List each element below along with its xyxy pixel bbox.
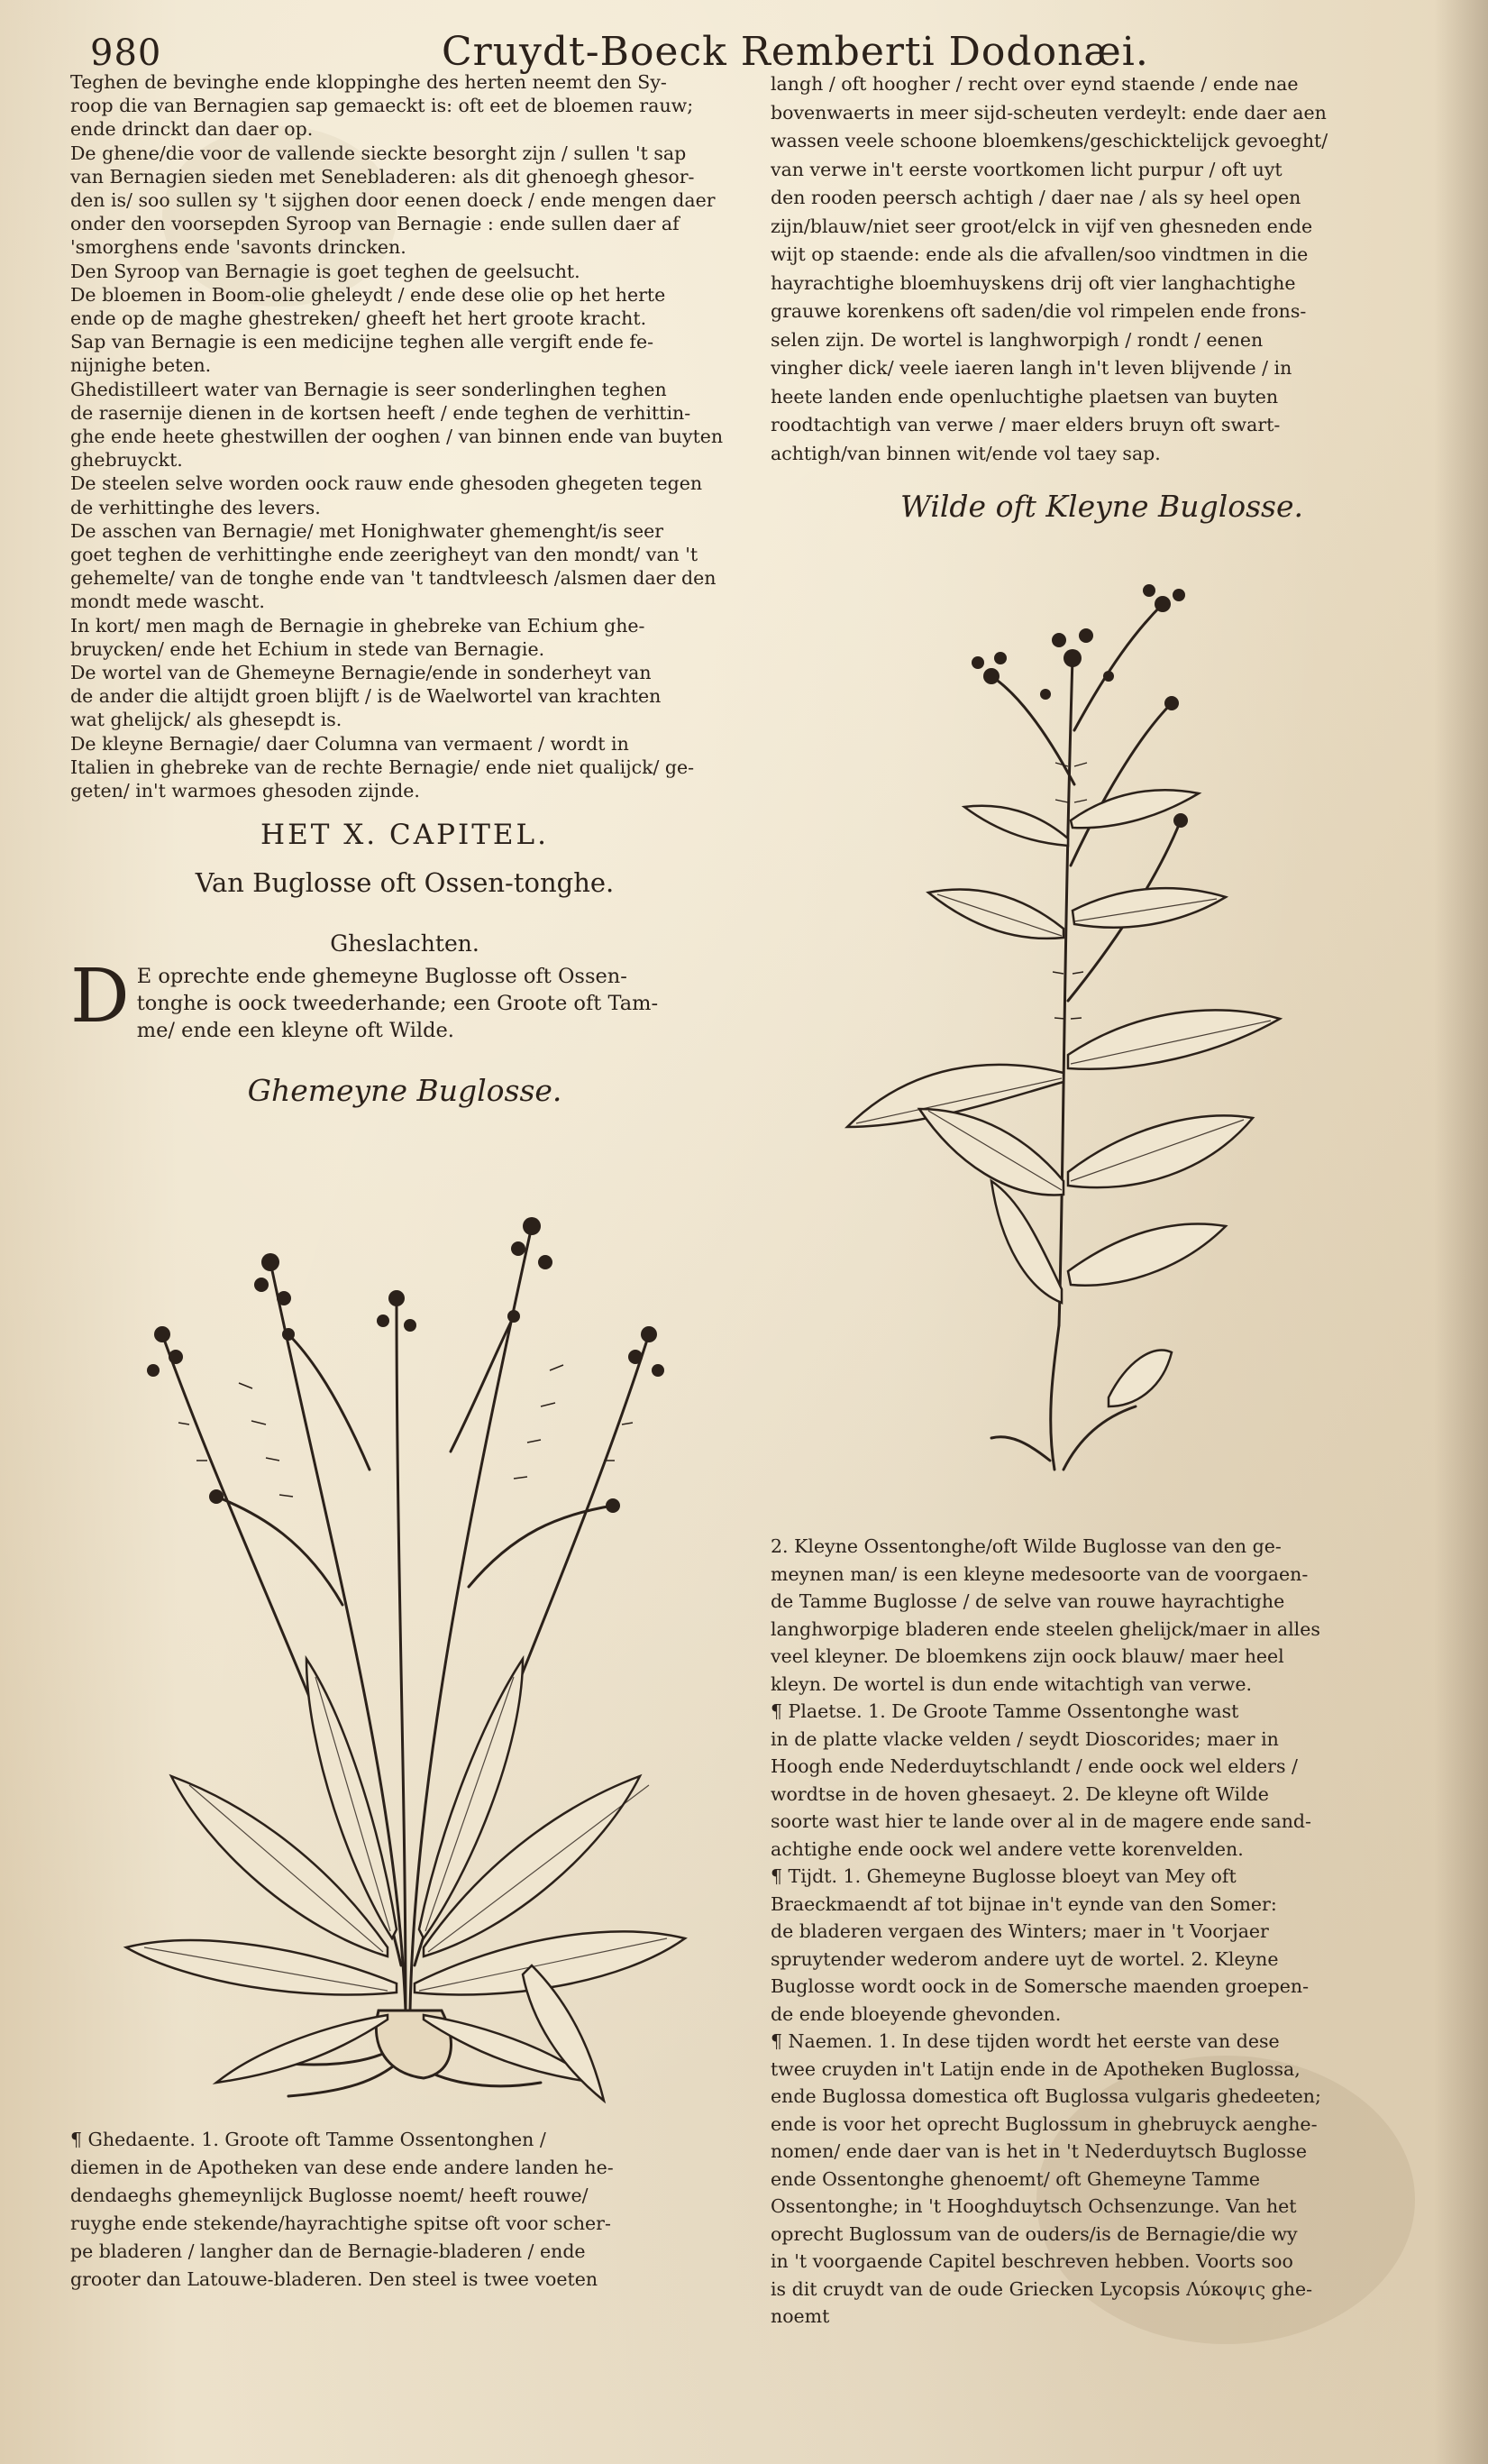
text-line: de ende bloeyende ghevonden. bbox=[771, 2002, 1062, 2025]
text-line: vingher dick/ veele iaeren langh in't leven blijvende / in bbox=[771, 357, 1292, 379]
text-line: De asschen van Bernagie/ met Honighwater ghemenght/is seer bbox=[70, 519, 664, 542]
text-line: dendaeghs ghemeynlijck Buglosse noemt/ heeft rouwe/ bbox=[70, 2185, 589, 2206]
text-line: wat ghelijck/ als ghesepdt is. bbox=[70, 709, 342, 731]
figure-caption-left: Ghemeyne Buglosse. bbox=[247, 1073, 562, 1108]
text-line: hayrachtighe bloemhuyskens drij oft vier langhachtighe bbox=[771, 271, 1296, 294]
text-line: Braeckmaendt af tot bijnae in't eynde van den Somer: bbox=[771, 1892, 1277, 1915]
text-line: de bladeren vergaen des Winters; maer in 't Voorjaer bbox=[771, 1920, 1269, 1942]
text-line: ende drinckt dan daer op. bbox=[70, 118, 314, 141]
text-line: van Bernagien sieden met Senebladeren: als dit ghenoegh ghesor- bbox=[70, 165, 695, 188]
text-line: Den Syroop van Bernagie is goet teghen de geelsucht. bbox=[70, 260, 580, 282]
text-line: spruytender wederom andere uyt de wortel. 2. Kleyne bbox=[771, 1947, 1279, 1970]
chapter-intro bbox=[70, 954, 739, 1044]
drop-cap: D bbox=[70, 954, 130, 1040]
text-line: roop die van Bernagien sap gemaeckt is: oft eet de bloemen rauw; bbox=[70, 95, 694, 117]
text-line: noemt bbox=[771, 2305, 830, 2327]
text-line: ende op de maghe ghestreken/ gheeft het hert groote kracht. bbox=[70, 307, 647, 330]
text-line: achtigh/van binnen wit/ende vol taey sap. bbox=[771, 442, 1161, 464]
text-line: ghe ende heete ghestwillen der ooghen / van binnen ende van buyten bbox=[70, 426, 724, 448]
text-line: Teghen de bevinghe ende kloppinghe des herten neemt den Sy- bbox=[70, 71, 667, 93]
text-line: van verwe in't eerste voortkomen licht purpur / oft uyt bbox=[771, 158, 1283, 180]
text-line: diemen in de Apotheken van dese ende andere landen he- bbox=[70, 2157, 614, 2178]
bugloss-woodcut-illustration bbox=[108, 1154, 703, 2110]
text-line: ghebruyckt. bbox=[70, 449, 183, 472]
text-line: zijn/blauw/niet seer groot/elck in vijf ven ghesneden ende bbox=[771, 215, 1313, 237]
text-line: oprecht Buglossum van de ouders/is de Bernagie/die wy bbox=[771, 2222, 1298, 2245]
text-line: ende is voor het oprecht Buglossum in ghebruyck aenghe- bbox=[771, 2112, 1318, 2135]
text-line: in de platte vlacke velden / seydt Dioscorides; maer in bbox=[771, 1727, 1279, 1750]
right-column-top-text bbox=[771, 70, 1433, 468]
text-line: In kort/ men magh de Bernagie in ghebreke van Echium ghe- bbox=[70, 614, 645, 637]
left-column-bottom-text bbox=[70, 2126, 739, 2294]
intro-line: E oprechte ende ghemeyne Buglosse oft Ossen- bbox=[136, 965, 627, 988]
text-line: bruycken/ ende het Echium in stede van Bernagie. bbox=[70, 637, 545, 660]
text-line: de ander die altijdt groen blijft / is de Waelwortel van krachten bbox=[70, 685, 662, 708]
text-line: de rasernije dienen in de kortsen heeft / ende teghen de verhittin- bbox=[70, 401, 691, 424]
page-number: 980 bbox=[90, 32, 162, 74]
right-column-bottom-text bbox=[771, 1533, 1433, 2331]
section-heading: Gheslachten. bbox=[330, 930, 479, 957]
text-line: De ghene/die voor de vallende sieckte besorght zijn / sullen 't sap bbox=[70, 142, 687, 164]
text-line: ende Buglossa domestica oft Buglossa vulgaris ghedeeten; bbox=[771, 2085, 1321, 2107]
text-line: de verhittinghe des levers. bbox=[70, 496, 321, 518]
text-line: pe bladeren / langher dan de Bernagie-bladeren / ende bbox=[70, 2240, 586, 2262]
text-line: meynen man/ is een kleyne medesoorte van de voorgaen- bbox=[771, 1562, 1309, 1585]
text-line: ende Ossentonghe ghenoemt/ oft Ghemeyne Tamme bbox=[771, 2167, 1260, 2190]
text-line: Ghedistilleert water van Bernagie is seer sonderlinghen teghen bbox=[70, 378, 667, 400]
text-line: nomen/ ende daer van is het in 't Nederduytsch Buglosse bbox=[771, 2140, 1307, 2162]
text-line: Ossentonghe; in 't Hooghduytsch Ochsenzunge. Van het bbox=[771, 2195, 1297, 2217]
text-line: de Tamme Buglosse / de selve van rouwe hayrachtighe bbox=[771, 1590, 1285, 1612]
wild-bugloss-woodcut-illustration bbox=[838, 550, 1343, 1488]
text-line: grauwe korenkens oft saden/die vol rimpelen ende frons- bbox=[771, 300, 1307, 322]
text-line: gehemelte/ van de tonghe ende van 't tandtvleesch /alsmen daer den bbox=[70, 567, 717, 590]
page-edge-shadow bbox=[1434, 0, 1488, 2464]
text-line: wijt op staende: ende als die afvallen/soo vindtmen in die bbox=[771, 243, 1309, 265]
text-line: twee cruyden in't Latijn ende in de Apotheken Buglossa, bbox=[771, 2057, 1301, 2080]
text-line: is dit cruydt van de oude Griecken Lycopsis Λύκοψις ghe- bbox=[771, 2277, 1313, 2300]
text-line: ¶ Tijdt. 1. Ghemeyne Buglosse bloeyt van Mey oft bbox=[771, 1865, 1237, 1887]
text-line: geten/ in't warmoes ghesoden zijnde. bbox=[70, 780, 420, 802]
text-line: De wortel van de Ghemeyne Bernagie/ende in sonderheyt van bbox=[70, 662, 652, 684]
text-line: veel kleyner. De bloemkens zijn oock blauw/ maer heel bbox=[771, 1645, 1284, 1667]
text-line: Sap van Bernagie is een medicijne teghen alle vergift ende fe- bbox=[70, 331, 654, 353]
text-line: wordtse in de hoven ghesaeyt. 2. De kleyne oft Wilde bbox=[771, 1782, 1269, 1805]
text-line: roodtachtigh van verwe / maer elders bruyn oft swart- bbox=[771, 414, 1281, 435]
text-line: kleyn. De wortel is dun ende witachtigh van verwe. bbox=[771, 1672, 1253, 1695]
text-line: ruyghe ende stekende/hayrachtighe spitse oft voor scher- bbox=[70, 2212, 611, 2234]
text-line: nijnighe beten. bbox=[70, 354, 212, 377]
text-line: grooter dan Latouwe-bladeren. Den steel is twee voeten bbox=[70, 2268, 598, 2290]
text-line: 'smorghens ende 'savonts drincken. bbox=[70, 236, 406, 259]
intro-line: me/ ende een kleyne oft Wilde. bbox=[136, 1019, 454, 1042]
left-column-top-text bbox=[70, 70, 739, 802]
text-line: langh / oft hoogher / recht over eynd staende / ende nae bbox=[771, 73, 1299, 95]
text-line: Italien in ghebreke van de rechte Bernagie/ ende niet qualijck/ ge- bbox=[70, 756, 695, 778]
text-line: den rooden peersch achtigh / daer nae / als sy heel open bbox=[771, 187, 1301, 208]
text-line: bovenwaerts in meer sijd-scheuten verdeylt: ende daer aen bbox=[771, 101, 1327, 124]
text-line: langhworpige bladeren ende steelen ghelijck/maer in alles bbox=[771, 1617, 1320, 1640]
text-line: De steelen selve worden oock rauw ende ghesoden ghegeten tegen bbox=[70, 472, 703, 495]
text-line: Hoogh ende Nederduytschlandt / ende oock wel elders / bbox=[771, 1755, 1298, 1777]
text-line: in 't voorgaende Capitel beschreven hebben. Voorts soo bbox=[771, 2250, 1293, 2272]
text-line: 2. Kleyne Ossentonghe/oft Wilde Buglosse van den ge- bbox=[771, 1535, 1282, 1557]
text-line: ¶ Plaetse. 1. De Groote Tamme Ossentonghe wast bbox=[771, 1700, 1239, 1722]
text-line: De kleyne Bernagie/ daer Columna van vermaent / wordt in bbox=[70, 732, 629, 755]
figure-caption-right: Wilde oft Kleyne Buglosse. bbox=[899, 489, 1303, 524]
text-line: heete landen ende openluchtighe plaetsen van buyten bbox=[771, 385, 1279, 408]
intro-line: tonghe is oock tweederhande; een Groote oft Tam- bbox=[136, 992, 659, 1015]
text-line: ¶ Naemen. 1. In dese tijden wordt het eerste van dese bbox=[771, 2030, 1280, 2052]
text-line: De bloemen in Boom-olie gheleydt / ende dese olie op het herte bbox=[70, 283, 666, 306]
text-line: Buglosse wordt oock in de Somersche maenden groepen- bbox=[771, 1975, 1310, 1997]
text-line: ¶ Ghedaente. 1. Groote oft Tamme Ossentonghen / bbox=[70, 2129, 546, 2150]
text-line: goet teghen de verhittinghe ende zeerigheyt van den mondt/ van 't bbox=[70, 544, 698, 566]
text-line: den is/ soo sullen sy 't sijghen door eenen doeck / ende mengen daer bbox=[70, 189, 716, 212]
text-line: onder den voorsepden Syroop van Bernagie : ende sullen daer af bbox=[70, 213, 680, 235]
running-title: Cruydt-Boeck Remberti Dodonæi. bbox=[442, 29, 1149, 75]
chapter-heading: HET X. CAPITEL. bbox=[260, 819, 549, 851]
text-line: mondt mede wascht. bbox=[70, 591, 265, 613]
text-line: selen zijn. De wortel is langhworpigh / rondt / eenen bbox=[771, 328, 1264, 351]
text-line: achtighe ende oock wel andere vette korenvelden. bbox=[771, 1837, 1244, 1860]
text-line: soorte wast hier te lande over al in de magere ende sand- bbox=[771, 1810, 1311, 1832]
chapter-subtitle: Van Buglosse oft Ossen-tonghe. bbox=[195, 867, 615, 898]
text-line: wassen veele schoone bloemkens/geschicktelijck gevoeght/ bbox=[771, 130, 1328, 151]
